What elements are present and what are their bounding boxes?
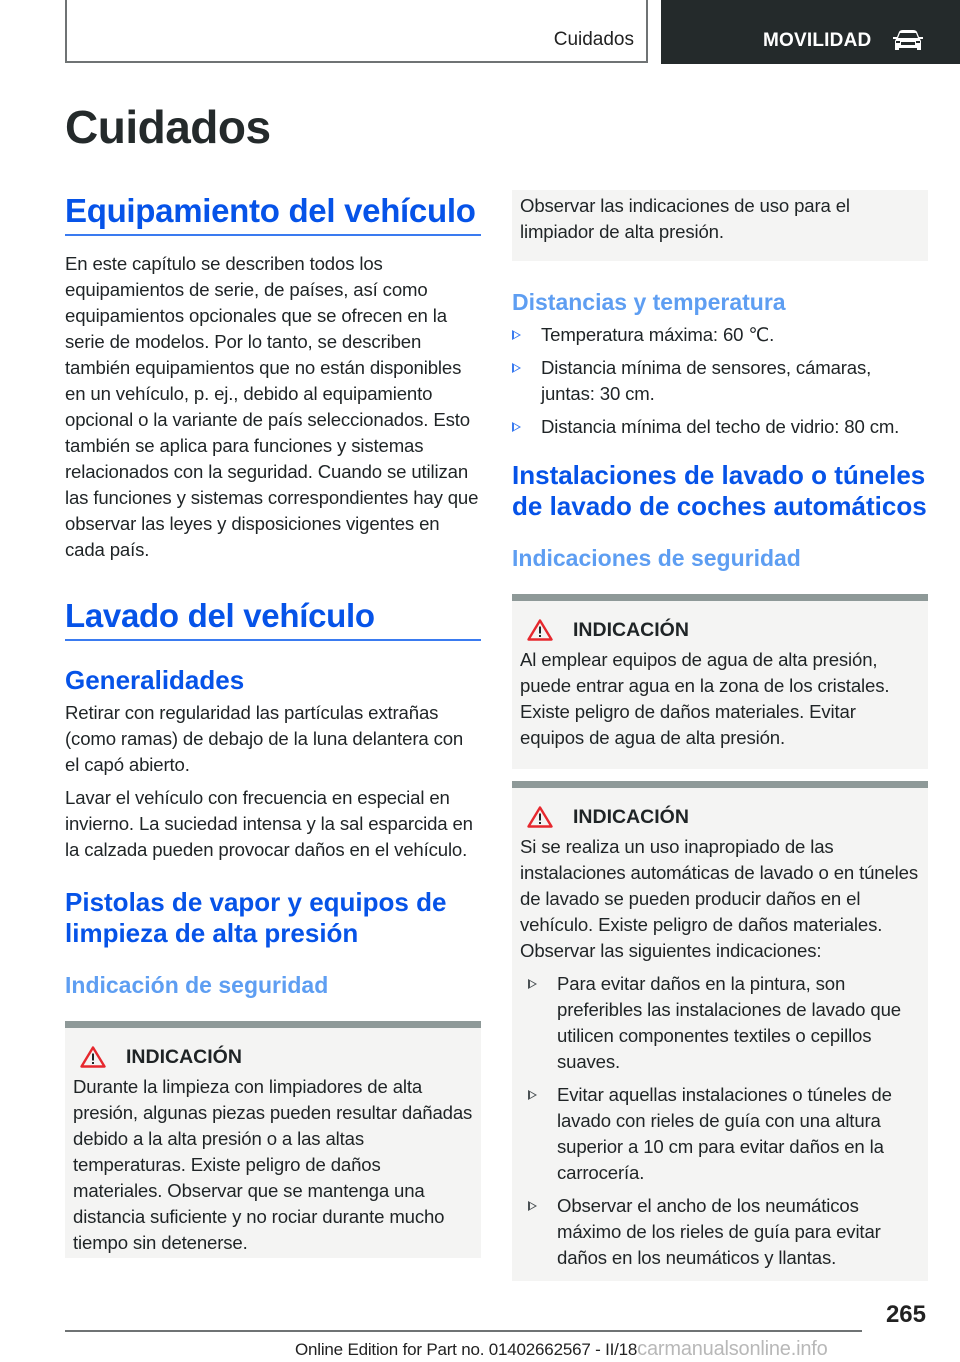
notice-list <box>528 971 920 1271</box>
triangle-bullet-icon <box>512 422 521 432</box>
notice-header <box>520 802 920 832</box>
list-item: Evitar aquellas instalaciones o túneles de lavado con rieles de guía con una altura superior a 10 cm para evitar daños en la carrocería. <box>528 1082 920 1186</box>
footer-edition <box>295 1338 828 1361</box>
warning-triangle-icon <box>80 1046 106 1068</box>
left-column <box>65 190 481 1258</box>
subheading-indicacion-seguridad: Indicación de seguridad <box>65 972 329 998</box>
header-category-tab <box>661 0 960 64</box>
triangle-bullet-icon <box>528 1201 537 1211</box>
list-item: Distancia mínima de sensores, cámaras, juntas: 30 cm. <box>512 355 928 407</box>
header-section-label: Cuidados <box>553 29 634 50</box>
notice-box-continued <box>512 190 928 261</box>
watermark: carmanualsonline.info <box>637 1338 828 1360</box>
notice-title: INDICACIÓN <box>573 805 689 828</box>
notice-box-agua <box>512 594 928 769</box>
list-item: Para evitar daños en la pintura, son preferibles las instalaciones de lavado que utilicen componentes textiles o cepillos suaves. <box>528 971 920 1075</box>
notice-continued-body: Observar las indicaciones de uso para el limpiador de alta presión. <box>520 195 850 242</box>
triangle-bullet-icon <box>512 363 521 373</box>
notice-header <box>73 1042 473 1072</box>
equipamiento-body: En este capítulo se describen todos los equipamientos de serie, de países, así como equipamientos opcionales que se ofrecen en la serie de modelos. Por lo tanto, se describen también equipamientos que no están disponibles en un vehículo, p. ej., debido al equipamiento opcional o la variante de país seleccionados. Esto también se aplica para funciones y sistemas relacionados con la seguridad. Cuando se utilizan las funciones y sistemas correspondientes hay que observar las leyes y disposiciones vigentes en cada país. <box>65 253 479 560</box>
subheading-indicaciones-seguridad: Indicaciones de seguridad <box>512 545 801 571</box>
header-category-label: MOVILIDAD <box>763 30 872 51</box>
subheading-distancias: Distancias y temperatura <box>512 289 786 315</box>
notice-body: Si se realiza un uso inapropiado de las instalaciones automáticas de lavado o en túneles de lavado se pueden producir daños en el vehículo. Existe peligro de daños materiales. Observar las siguientes indicaciones: <box>520 836 918 961</box>
list-item: Temperatura máxima: 60 ℃. <box>512 322 928 348</box>
generalidades-para-1: Retirar con regularidad las partículas extrañas (como ramas) de debajo de la luna delantera con el capó abierto. <box>65 702 464 775</box>
notice-box-instalaciones <box>512 781 928 1281</box>
section-heading-lavado: Lavado del vehículo <box>65 595 481 641</box>
edition-text: Online Edition for Part no. 01402662567 - II/18 <box>295 1340 638 1359</box>
warning-triangle-icon <box>527 619 553 641</box>
section-heading-equipamiento: Equipamiento del vehículo <box>65 190 481 236</box>
list-item: Distancia mínima del techo de vidrio: 80 cm. <box>512 414 928 440</box>
subheading-instalaciones: Instalaciones de lavado o túneles de lavado de coches automáticos <box>512 460 927 521</box>
chapter-title: Cuidados <box>65 101 271 153</box>
notice-box-pistolas <box>65 1021 481 1258</box>
triangle-bullet-icon <box>528 1090 537 1100</box>
notice-body: Durante la limpieza con limpiadores de alta presión, algunas piezas pueden resultar dañadas debido a la alta presión o a las altas temperaturas. Existe peligro de daños materiales. Observar que se mantenga una distancia suficiente y no rociar durante mucho tiempo sin detenerse. <box>73 1076 473 1253</box>
header-section-tab <box>65 0 648 63</box>
subheading-generalidades: Generalidades <box>65 665 245 695</box>
page-number: 265 <box>885 1301 926 1328</box>
notice-title: INDICACIÓN <box>126 1045 242 1068</box>
car-icon <box>892 29 924 53</box>
list-item: Observar el ancho de los neumáticos máximo de los rieles de guía para evitar daños en los neumáticos y llantas. <box>528 1193 920 1271</box>
footer-divider <box>65 1330 862 1332</box>
notice-header <box>520 615 920 645</box>
subheading-pistolas: Pistolas de vapor y equipos de limpieza de alta presión <box>65 887 447 948</box>
generalidades-para-2: Lavar el vehículo con frecuencia en especial en invierno. La suciedad intensa y la sal esparcida en la calzada pueden provocar daños en el vehículo. <box>65 787 473 860</box>
notice-body: Al emplear equipos de agua de alta presión, puede entrar agua en la zona de los cristales. Existe peligro de daños materiales. Evitar equipos de agua de alta presión. <box>520 649 890 748</box>
triangle-bullet-icon <box>528 979 537 989</box>
triangle-bullet-icon <box>512 330 521 340</box>
distancias-list <box>512 322 928 440</box>
notice-title: INDICACIÓN <box>573 618 689 641</box>
warning-triangle-icon <box>527 806 553 828</box>
right-column <box>512 190 928 1281</box>
